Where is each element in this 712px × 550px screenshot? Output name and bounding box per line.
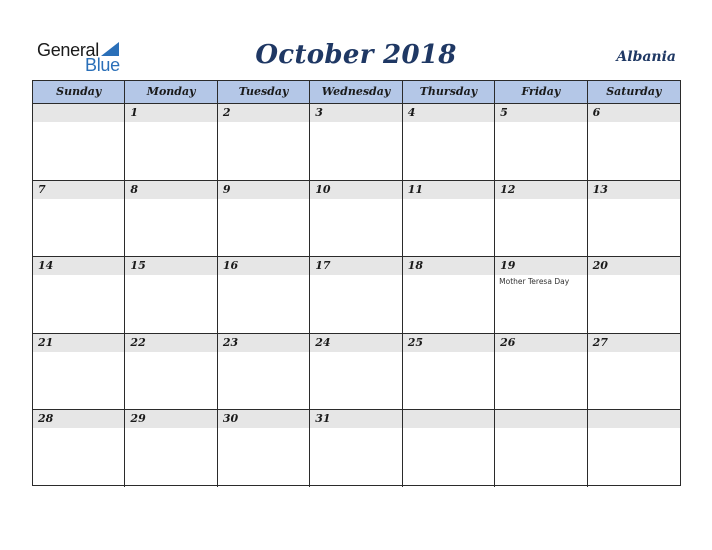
day-number: 12 <box>500 182 516 196</box>
day-number: 3 <box>315 106 323 119</box>
day-header-band <box>33 181 124 199</box>
day-number: 23 <box>222 335 239 349</box>
day-number: 15 <box>130 259 146 273</box>
day-cell[interactable] <box>218 104 310 180</box>
day-number: 4 <box>407 106 416 119</box>
week-row <box>33 104 680 181</box>
holiday-event: Mother Teresa Day <box>499 277 570 287</box>
day-number: 16 <box>222 259 239 273</box>
day-number: 28 <box>38 412 54 426</box>
day-header-band <box>403 104 494 122</box>
day-number: 11 <box>407 182 424 196</box>
day-cell[interactable] <box>125 181 217 257</box>
day-cell[interactable] <box>125 104 217 180</box>
day-cell[interactable] <box>588 334 680 410</box>
day-cell[interactable] <box>33 104 125 180</box>
day-cell[interactable] <box>310 257 402 333</box>
day-number: 24 <box>315 335 331 349</box>
day-number: 17 <box>315 259 331 273</box>
day-cell[interactable] <box>403 257 495 333</box>
day-cell[interactable] <box>495 104 587 180</box>
day-cell[interactable] <box>218 181 310 257</box>
day-cell[interactable] <box>218 410 310 487</box>
weekday-sunday: Sunday <box>33 81 125 103</box>
day-number: 7 <box>38 182 46 196</box>
logo-text-blue: Blue <box>85 55 120 75</box>
week-row <box>33 334 680 411</box>
day-number: 13 <box>592 182 608 196</box>
day-number: 14 <box>38 259 54 273</box>
day-cell[interactable] <box>495 181 587 257</box>
day-number: 10 <box>315 182 331 196</box>
day-number: 31 <box>315 412 331 426</box>
day-number: 29 <box>130 412 146 426</box>
day-header-band <box>218 181 309 199</box>
day-cell[interactable] <box>310 334 402 410</box>
weekday-wednesday: Wednesday <box>310 81 402 103</box>
day-cell[interactable] <box>33 410 125 487</box>
day-cell[interactable] <box>403 334 495 410</box>
weekday-friday: Friday <box>495 81 587 103</box>
day-cell[interactable] <box>588 410 680 487</box>
day-cell[interactable] <box>588 104 680 180</box>
day-number: 26 <box>500 335 516 349</box>
weekday-header-row <box>33 81 680 104</box>
weekday-tuesday: Tuesday <box>218 81 310 103</box>
day-cell[interactable] <box>495 257 587 333</box>
day-cell[interactable] <box>125 257 217 333</box>
day-header-band <box>495 410 586 428</box>
day-cell[interactable] <box>403 181 495 257</box>
week-row <box>33 181 680 258</box>
day-number: 19 <box>500 259 516 273</box>
day-cell[interactable] <box>33 334 125 410</box>
day-cell[interactable] <box>495 410 587 487</box>
day-number: 30 <box>222 412 239 426</box>
day-number: 2 <box>222 106 231 119</box>
day-cell[interactable] <box>495 334 587 410</box>
logo-text-general: General <box>37 40 99 60</box>
country-label: Albania <box>616 49 676 65</box>
day-cell[interactable] <box>310 181 402 257</box>
day-cell[interactable] <box>33 257 125 333</box>
day-number: 8 <box>130 182 139 196</box>
day-header-band <box>33 104 124 122</box>
day-number: 18 <box>407 259 424 273</box>
day-number: 5 <box>500 106 508 119</box>
day-number: 27 <box>592 335 608 349</box>
calendar-weeks <box>33 104 680 487</box>
day-header-band <box>588 410 680 428</box>
month-calendar <box>32 80 681 486</box>
day-header-band <box>310 104 401 122</box>
day-header-band <box>495 104 586 122</box>
day-number: 1 <box>130 106 139 119</box>
day-number: 21 <box>38 335 54 349</box>
weekday-thursday: Thursday <box>403 81 495 103</box>
day-cell[interactable] <box>403 104 495 180</box>
weekday-monday: Monday <box>125 81 217 103</box>
weekday-saturday: Saturday <box>606 85 662 98</box>
day-cell[interactable] <box>588 181 680 257</box>
day-number: 25 <box>407 335 424 349</box>
day-number: 9 <box>222 182 231 196</box>
day-header-band <box>588 104 680 122</box>
day-cell[interactable] <box>310 104 402 180</box>
day-header-band <box>125 104 216 122</box>
day-cell[interactable] <box>218 334 310 410</box>
day-cell[interactable] <box>403 410 495 487</box>
day-header-band <box>403 410 494 428</box>
day-number: 6 <box>592 106 601 119</box>
day-cell[interactable] <box>588 257 680 333</box>
day-cell[interactable] <box>218 257 310 333</box>
day-number: 22 <box>130 335 146 349</box>
day-cell[interactable] <box>33 181 125 257</box>
day-cell[interactable] <box>125 334 217 410</box>
day-cell[interactable] <box>310 410 402 487</box>
day-cell[interactable] <box>125 410 217 487</box>
week-row <box>33 257 680 334</box>
week-row <box>33 410 680 487</box>
day-header-band <box>218 104 309 122</box>
calendar-title: October 2018 <box>255 40 457 70</box>
day-number: 20 <box>592 259 608 273</box>
day-header-band <box>125 181 216 199</box>
